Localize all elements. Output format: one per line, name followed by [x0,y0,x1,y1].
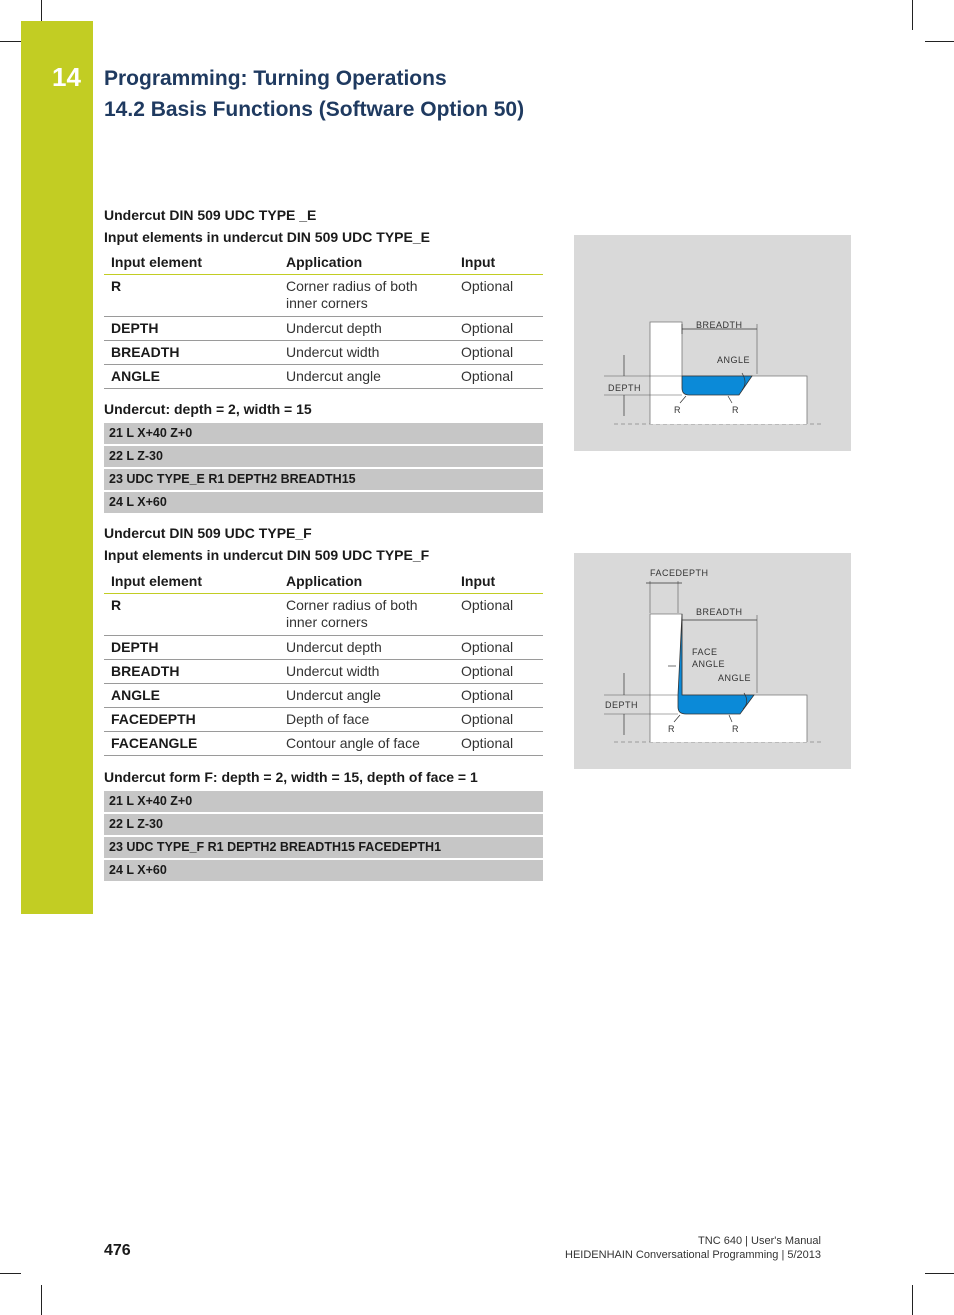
application: Corner radius of both inner corners [279,275,454,317]
code-line: 24 L X+60 [104,492,543,513]
section-e-table [104,250,543,389]
chapter-sidebar [21,21,93,914]
undercut-f-diagram [574,553,851,769]
label-breadth: BREADTH [696,320,743,330]
input-element: ANGLE [104,684,279,708]
section-f-table [104,569,543,756]
input-element: BREADTH [104,341,279,365]
label-angle: ANGLE [718,673,752,683]
label-r1: R [674,405,681,415]
input-type: Optional [454,660,543,684]
code-line: 24 L X+60 [104,860,543,881]
label-r2: R [732,405,739,415]
section-f-table-title: Input elements in undercut DIN 509 UDC TYPE_F [104,547,430,563]
table-header-row [104,250,543,275]
input-element: BREADTH [104,660,279,684]
section-f-example-title: Undercut form F: depth = 2, width = 15, depth of face = 1 [104,769,478,785]
table-row [104,365,543,389]
crop-mark [925,41,954,42]
input-type: Optional [454,732,543,756]
table-row [104,317,543,341]
label-depth: DEPTH [605,700,639,710]
code-line: 21 L X+40 Z+0 [104,791,543,812]
code-line: 21 L X+40 Z+0 [104,423,543,444]
column-header: Input [454,250,543,275]
application: Undercut depth [279,317,454,341]
label-facedepth: FACEDEPTH [650,568,709,578]
table-row [104,732,543,756]
code-line: 23 UDC TYPE_F R1 DEPTH2 BREADTH15 FACEDEPTH1 [104,837,543,858]
column-header: Input [454,569,543,594]
application: Depth of face [279,708,454,732]
section-f-heading: Undercut DIN 509 UDC TYPE_F [104,525,312,541]
section-f-code-block [104,791,543,883]
undercut-e-diagram [574,235,851,451]
table-row [104,341,543,365]
input-type: Optional [454,594,543,636]
page-number: 476 [104,1242,131,1259]
input-type: Optional [454,365,543,389]
code-line: 22 L Z-30 [104,446,543,467]
figure-undercut-type-f [574,553,851,769]
application: Undercut depth [279,636,454,660]
application: Undercut width [279,660,454,684]
input-type: Optional [454,636,543,660]
code-line: 23 UDC TYPE_E R1 DEPTH2 BREADTH15 [104,469,543,490]
input-type: Optional [454,341,543,365]
table-row [104,708,543,732]
label-breadth: BREADTH [696,607,743,617]
column-header: Input element [104,250,279,275]
crop-mark [0,1273,21,1274]
label-r2: R [732,724,739,734]
label-r1: R [668,724,675,734]
code-line: 22 L Z-30 [104,814,543,835]
input-type: Optional [454,684,543,708]
application: Undercut width [279,341,454,365]
input-element: R [104,594,279,636]
column-header: Application [279,250,454,275]
label-face: FACE [692,647,718,657]
label-depth: DEPTH [608,383,642,393]
table-header-row [104,569,543,594]
footer-text [565,1234,821,1262]
application: Corner radius of both inner corners [279,594,454,636]
footer-line: TNC 640 | User's Manual [698,1235,821,1247]
section-e-table-title: Input elements in undercut DIN 509 UDC TYPE_E [104,229,430,245]
crop-mark [912,1285,913,1315]
section-e-example-title: Undercut: depth = 2, width = 15 [104,401,312,417]
section-e-code-block [104,423,543,515]
label-angle: ANGLE [717,355,751,365]
application: Undercut angle [279,684,454,708]
input-type: Optional [454,275,543,317]
label-face-angle: ANGLE [692,659,726,669]
crop-mark [0,41,21,42]
section-title: 14.2 Basis Functions (Software Option 50) [104,98,525,121]
figure-undercut-type-e [574,235,851,451]
input-element: R [104,275,279,317]
column-header: Input element [104,569,279,594]
application: Undercut angle [279,365,454,389]
crop-mark [41,0,42,21]
crop-mark [41,1285,42,1315]
table-row [104,636,543,660]
section-e-heading: Undercut DIN 509 UDC TYPE _E [104,207,317,223]
table-row [104,594,543,636]
crop-mark [925,1273,954,1274]
table-row [104,660,543,684]
table-row [104,275,543,317]
column-header: Application [279,569,454,594]
input-element: ANGLE [104,365,279,389]
input-type: Optional [454,708,543,732]
input-element: FACEDEPTH [104,708,279,732]
input-element: FACEANGLE [104,732,279,756]
crop-mark [912,0,913,30]
input-element: DEPTH [104,636,279,660]
chapter-title: Programming: Turning Operations [104,67,447,90]
table-row [104,684,543,708]
input-element: DEPTH [104,317,279,341]
chapter-number: 14 [52,62,81,92]
application: Contour angle of face [279,732,454,756]
input-type: Optional [454,317,543,341]
footer-line: HEIDENHAIN Conversational Programming | 5/2013 [565,1249,821,1261]
